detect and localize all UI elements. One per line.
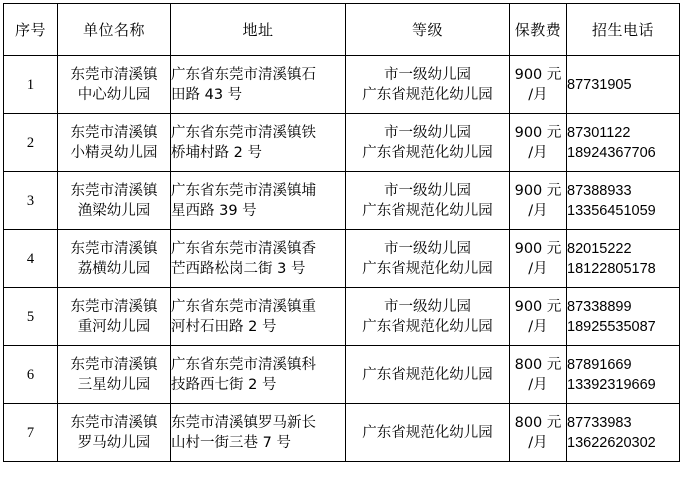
address-cell-line: 星西路 39 号 <box>171 202 257 219</box>
phone-cell-line: 13392319669 <box>567 376 656 393</box>
fee-cell <box>510 288 567 346</box>
level-cell <box>346 230 510 288</box>
address-cell-line: 技路西七街 2 号 <box>171 376 277 393</box>
index-cell: 1 <box>4 56 58 114</box>
level-cell <box>346 288 510 346</box>
phone-cell-line: 13356451059 <box>567 202 656 219</box>
fee-cell <box>510 56 567 114</box>
address-cell <box>171 230 346 288</box>
unit-name-cell <box>58 230 171 288</box>
header-index: 序号 <box>4 4 58 56</box>
phone-cell-line: 87388933 <box>567 182 632 199</box>
fee-cell-line: 800 元 <box>514 414 562 431</box>
fee-cell <box>510 114 567 172</box>
fee-cell-line: /月 <box>528 86 548 103</box>
phone-cell-line: 13622620302 <box>567 434 656 451</box>
phone-cell-line: 87301122 <box>567 124 631 141</box>
unit-name-cell <box>58 172 171 230</box>
level-cell-line: 市一级幼儿园 <box>384 66 471 83</box>
address-cell-line: 山村一街三巷 7 号 <box>171 434 291 451</box>
unit-name-cell-line: 罗马幼儿园 <box>77 434 151 451</box>
level-cell-line: 广东省规范化幼儿园 <box>362 260 493 277</box>
fee-cell <box>510 172 567 230</box>
address-cell-line: 广东省东莞市清溪镇重 <box>171 298 316 315</box>
phone-cell <box>567 230 680 288</box>
table-row <box>4 172 680 230</box>
header-phone: 招生电话 <box>567 4 680 56</box>
table-row <box>4 288 680 346</box>
phone-cell-line: 87338899 <box>567 298 632 315</box>
address-cell-line: 广东省东莞市清溪镇铁 <box>171 124 316 141</box>
index-cell: 3 <box>4 172 58 230</box>
level-cell-line: 市一级幼儿园 <box>384 240 471 257</box>
unit-name-cell-line: 荔横幼儿园 <box>77 260 151 277</box>
fee-cell-line: /月 <box>528 318 548 335</box>
phone-cell-line: 18122805178 <box>567 260 656 277</box>
level-cell <box>346 172 510 230</box>
index-cell: 5 <box>4 288 58 346</box>
fee-cell-line: 900 元 <box>514 124 562 141</box>
address-cell-line: 桥埔村路 2 号 <box>171 144 262 161</box>
level-cell-line: 市一级幼儿园 <box>384 124 471 141</box>
level-cell-line: 广东省规范化幼儿园 <box>362 144 493 161</box>
header-address: 地址 <box>171 4 346 56</box>
address-cell-line: 广东省东莞市清溪镇科 <box>171 356 316 373</box>
index-cell: 6 <box>4 346 58 404</box>
header-row <box>4 4 680 56</box>
index-cell: 4 <box>4 230 58 288</box>
address-cell-line: 芒西路松岗二街 3 号 <box>171 260 306 277</box>
address-cell-line: 广东省东莞市清溪镇埔 <box>171 182 316 199</box>
address-cell <box>171 172 346 230</box>
phone-cell-line: 18924367706 <box>567 144 656 161</box>
phone-cell <box>567 404 680 462</box>
index-cell: 2 <box>4 114 58 172</box>
level-cell <box>346 346 510 404</box>
level-cell-line: 广东省规范化幼儿园 <box>362 366 493 383</box>
level-cell <box>346 56 510 114</box>
phone-cell <box>567 288 680 346</box>
unit-name-cell-line: 渔梁幼儿园 <box>77 202 151 219</box>
fee-cell-line: 900 元 <box>514 240 562 257</box>
table-row <box>4 404 680 462</box>
phone-cell <box>567 172 680 230</box>
unit-name-cell <box>58 346 171 404</box>
address-cell-line: 河村石田路 2 号 <box>171 318 277 335</box>
level-cell-line: 市一级幼儿园 <box>384 298 471 315</box>
fee-cell-line: /月 <box>528 144 548 161</box>
address-cell <box>171 56 346 114</box>
unit-name-cell-line: 东莞市清溪镇 <box>70 414 158 431</box>
kindergarten-table <box>3 3 680 462</box>
unit-name-cell-line: 三星幼儿园 <box>77 376 151 393</box>
header-level: 等级 <box>346 4 510 56</box>
level-cell-line: 广东省规范化幼儿园 <box>362 202 493 219</box>
address-cell <box>171 288 346 346</box>
phone-cell-line: 87891669 <box>567 356 632 373</box>
unit-name-cell <box>58 288 171 346</box>
phone-cell-line: 87733983 <box>567 414 632 431</box>
header-name: 单位名称 <box>58 4 171 56</box>
fee-cell <box>510 404 567 462</box>
unit-name-cell-line: 重河幼儿园 <box>77 318 151 335</box>
address-cell-line: 田路 43 号 <box>171 86 243 103</box>
table-row <box>4 346 680 404</box>
fee-cell-line: 800 元 <box>514 356 562 373</box>
unit-name-cell-line: 小精灵幼儿园 <box>70 144 158 161</box>
level-cell-line: 市一级幼儿园 <box>384 182 471 199</box>
fee-cell-line: /月 <box>528 434 548 451</box>
fee-cell-line: /月 <box>528 260 548 277</box>
fee-cell-line: 900 元 <box>514 182 562 199</box>
level-cell <box>346 404 510 462</box>
table-row <box>4 230 680 288</box>
phone-cell-line: 82015222 <box>567 240 632 257</box>
unit-name-cell-line: 东莞市清溪镇 <box>70 124 158 141</box>
phone-cell-line: 87731905 <box>567 76 632 93</box>
phone-cell-line: 18925535087 <box>567 318 656 335</box>
address-cell-line: 广东省东莞市清溪镇石 <box>171 66 316 83</box>
fee-cell-line: 900 元 <box>514 66 562 83</box>
unit-name-cell-line: 东莞市清溪镇 <box>70 66 158 83</box>
level-cell-line: 广东省规范化幼儿园 <box>362 424 493 441</box>
unit-name-cell <box>58 56 171 114</box>
level-cell-line: 广东省规范化幼儿园 <box>362 318 493 335</box>
address-cell-line: 广东省东莞市清溪镇香 <box>171 240 316 257</box>
phone-cell <box>567 56 680 114</box>
unit-name-cell <box>58 404 171 462</box>
fee-cell-line: /月 <box>528 376 548 393</box>
table-row <box>4 114 680 172</box>
level-cell <box>346 114 510 172</box>
phone-cell <box>567 346 680 404</box>
phone-cell <box>567 114 680 172</box>
table-body <box>4 56 680 462</box>
unit-name-cell-line: 东莞市清溪镇 <box>70 240 158 257</box>
index-cell: 7 <box>4 404 58 462</box>
unit-name-cell-line: 东莞市清溪镇 <box>70 298 158 315</box>
unit-name-cell-line: 中心幼儿园 <box>77 86 151 103</box>
address-cell <box>171 114 346 172</box>
address-cell <box>171 346 346 404</box>
fee-cell <box>510 346 567 404</box>
unit-name-cell-line: 东莞市清溪镇 <box>70 182 158 199</box>
fee-cell <box>510 230 567 288</box>
address-cell-line: 东莞市清溪镇罗马新长 <box>171 414 316 431</box>
unit-name-cell-line: 东莞市清溪镇 <box>70 356 158 373</box>
fee-cell-line: 900 元 <box>514 298 562 315</box>
fee-cell-line: /月 <box>528 202 548 219</box>
table-row <box>4 56 680 114</box>
unit-name-cell <box>58 114 171 172</box>
level-cell-line: 广东省规范化幼儿园 <box>362 86 493 103</box>
header-fee: 保教费 <box>510 4 567 56</box>
address-cell <box>171 404 346 462</box>
